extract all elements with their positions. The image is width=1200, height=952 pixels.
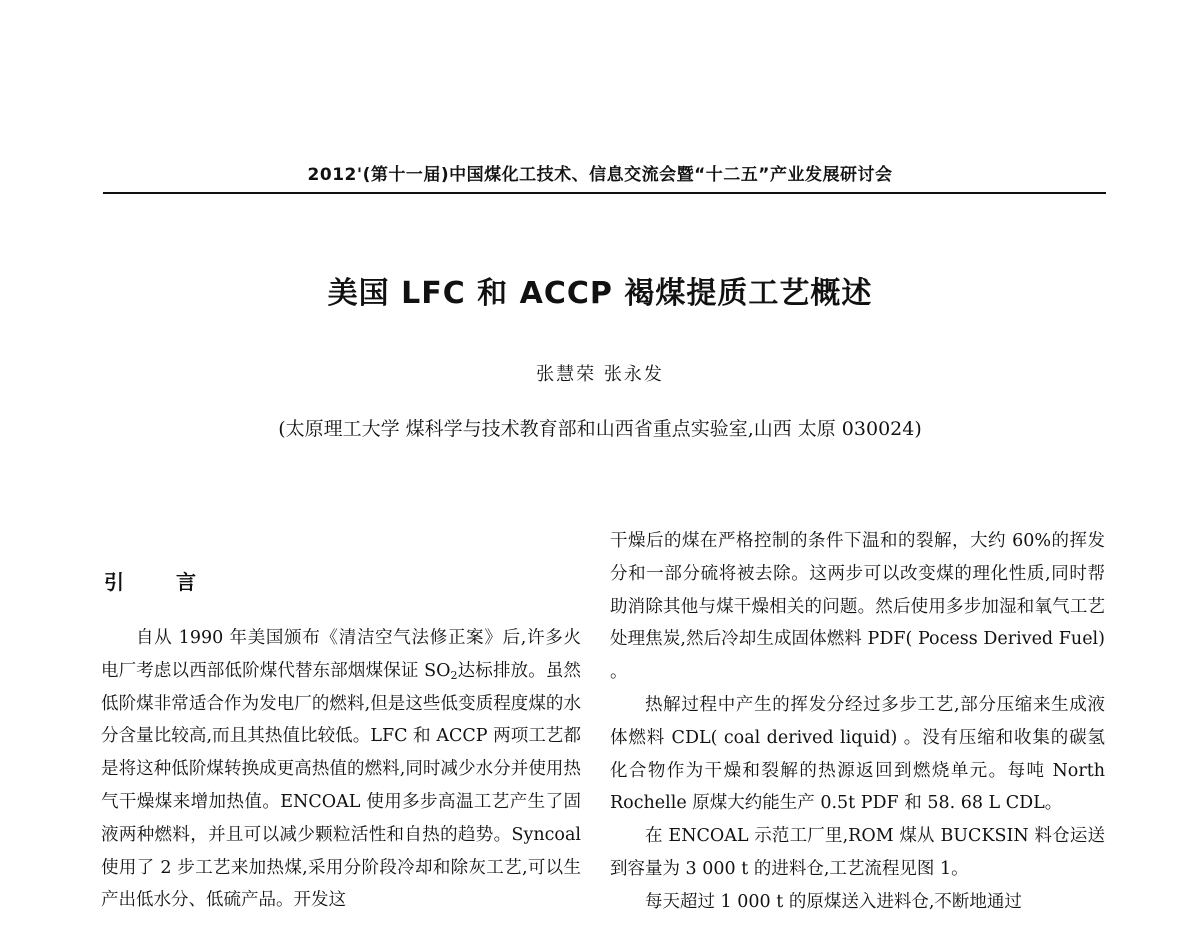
paragraph-text: 自从 1990 年美国颁布《清洁空气法修正案》后,许多火电厂考虑以西部低阶煤代替东部烟煤保证 SO: [101, 628, 581, 681]
paragraph: 每天超过 1 000 t 的原煤送入进料仓,不断地通过: [645, 891, 1022, 912]
paragraph: 在 ENCOAL 示范工厂里,ROM 煤从 BUCKSIN 料仓运送到容量为 3 000 t 的进料仓,工艺流程见图 1。: [610, 826, 1105, 879]
right-column: [610, 525, 1105, 919]
paragraph: 干燥后的煤在严格控制的条件下温和的裂解，大约 60%的挥发分和一部分硫将被去除。这两步可以改变煤的理化性质,同时帮助消除其他与煤干燥相关的问题。然后使用多步加湿和氧气工艺处理焦炭,然后冷却生成固体燃料 PDF( Pocess Derived Fuel) 。: [610, 531, 1105, 683]
paragraph: [101, 622, 581, 917]
section-heading-introduction: 引言: [104, 570, 248, 594]
left-column: [101, 622, 581, 917]
paper-title: 美国 LFC 和 ACCP 褐煤提质工艺概述: [327, 276, 873, 311]
paragraph: 热解过程中产生的挥发分经过多步工艺,部分压缩来生成液体燃料 CDL( coal derived liquid) 。没有压缩和收集的碳氢化合物作为干燥和裂解的热源返回到燃烧单元。每吨 North Rochelle 原煤大约能生产 0.5t PDF 和 58. 68 L CDL。: [610, 694, 1105, 814]
subscript: 2: [450, 668, 458, 682]
affiliation: (太原理工大学 煤科学与技术教育部和山西省重点实验室,山西 太原 030024): [278, 418, 922, 440]
running-header: 2012'(第十一届)中国煤化工技术、信息交流会暨“十二五”产业发展研讨会: [307, 165, 893, 185]
paragraph-text: 达标排放。虽然低阶煤非常适合作为发电厂的燃料,但是这些低变质程度煤的水分含量比较高,而且其热值比较低。LFC 和 ACCP 两项工艺都是将这种低阶煤转换成更高热值的燃料,同时减少水分并使用热气干燥煤来增加热值。ENCOAL 使用多步高温工艺产生了固液两种燃料，并且可以减少颗粒活性和自热的趋势。Syncoal 使用了 2 步工艺来加热煤,采用分阶段冷却和除灰工艺,可以生产出低水分、低硫产品。开发这: [101, 660, 581, 911]
authors: 张慧荣 张永发: [536, 364, 664, 385]
header-rule: [103, 192, 1106, 194]
